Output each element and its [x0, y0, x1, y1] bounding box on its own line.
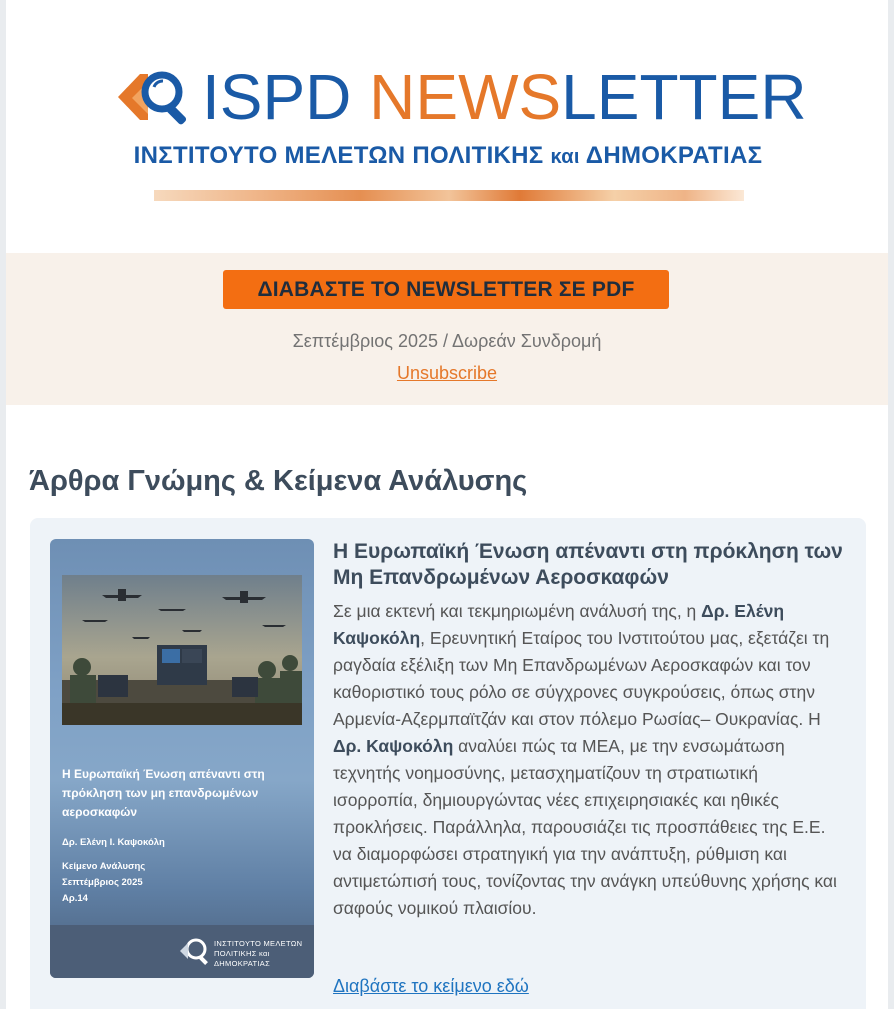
cover-logo-line2: ΠΟΛΙΤΙΚΗΣ και ΔΗΜΟΚΡΑΤΙΑΣ	[214, 949, 271, 968]
article-cover-image[interactable]	[50, 539, 314, 978]
cover-footer	[50, 925, 314, 978]
institute-name	[118, 142, 778, 170]
article-card	[30, 518, 866, 1009]
unsubscribe-link[interactable]: Unsubscribe	[396, 363, 498, 383]
logo-wordmark	[202, 62, 807, 132]
article-body	[333, 598, 843, 922]
cover-author: Δρ. Ελένη Ι. Καψοκόλη	[62, 837, 165, 848]
cover-logo-text	[214, 939, 308, 969]
cover-number: Αρ.14	[62, 893, 88, 904]
cover-institute-logo	[178, 935, 308, 969]
read-article-link[interactable]: Διαβάστε το κείμενο εδώ	[333, 976, 529, 996]
pdf-banner	[6, 253, 888, 405]
article-body-text-3: αναλύει πώς τα ΜΕΑ, με την ενσωμάτωση τεχνητής νοημοσύνης, μετασχηματίζουν τη στρατιωτική ισορροπία, δημιουργώντας νέες επιχειρησιακές και ηθικές προκλήσεις. Παράλληλα, παρουσιάζει τις προσπάθειες της Ε.Ε. να διαμορφώσει στρατηγική για την ανάπτυξη, ρύθμιση και αντιμετώπισή τους, τονίζοντας την ανάγκη υπεύθυνης χρήσης και σαφούς νομικού πλαισίου.	[333, 736, 837, 918]
drones-photo-icon	[62, 575, 302, 725]
cover-title: Η Ευρωπαϊκή Ένωση απέναντι στη πρόκληση των μη επανδρωμένων αεροσκαφών	[62, 767, 265, 819]
logo-text-ispd: ISPD	[202, 61, 370, 133]
institute-name-part1: ΙΝΣΤΙΤΟΥΤΟ ΜΕΛΕΤΩΝ ΠΟΛΙΤΙΚΗΣ	[133, 142, 551, 169]
logo-text-news: NEWS	[369, 61, 562, 133]
cover-type: Κείμενο Ανάλυσης	[62, 861, 146, 872]
decorative-gradient-bar	[154, 190, 744, 201]
read-pdf-button[interactable]: ΔΙΑΒΑΣΤΕ ΤΟ NEWSLETTER ΣΕ PDF	[223, 270, 669, 309]
ispd-logo	[118, 62, 807, 132]
newsletter-header	[6, 0, 888, 253]
magnifier-icon	[178, 935, 212, 969]
article-title: Η Ευρωπαϊκή Ένωση απέναντι στη πρόκληση των Μη Επανδρωμένων Αεροσκαφών	[333, 540, 843, 589]
magnifier-logo-icon	[118, 62, 196, 132]
newsletter-frame	[6, 0, 888, 1009]
institute-name-part3: ΔΗΜΟΚΡΑΤΙΑΣ	[579, 142, 763, 169]
logo-text-letter: LETTER	[561, 61, 807, 133]
issue-date-line: Σεπτέμβριος 2025 / Δωρεάν Συνδρομή	[292, 331, 602, 351]
article-body-text-2: , Ερευνητική Εταίρος του Ινστιτούτου μας, εξετάζει τη ραγδαία εξέλιξη των Μη Επανδρωμένων Αεροσκαφών και τον καθοριστικό τους ρόλο σε σύγχρονες συγκρούσεις, όπως στην Αρμενία-Αζερμπαϊτζάν και στον πόλεμο Ρωσίας– Ουκρανίας. Η	[333, 628, 830, 729]
cover-meta	[62, 835, 165, 907]
article-body-text-1: Σε μια εκτενή και τεκμηριωμένη ανάλυσή της, η	[333, 601, 702, 621]
section-title: Άρθρα Γνώμης & Κείμενα Ανάλυσης	[29, 465, 528, 497]
institute-name-part2: και	[550, 146, 580, 168]
cover-date: Σεπτέμβριος 2025	[62, 877, 143, 888]
cover-logo-line1: ΙΝΣΤΙΤΟΥΤΟ ΜΕΛΕΤΩΝ	[214, 939, 303, 948]
author-name-bold: Δρ. Ελένη Καψοκόλη	[333, 601, 785, 648]
author-surname-bold: Δρ. Καψοκόλη	[333, 736, 454, 756]
